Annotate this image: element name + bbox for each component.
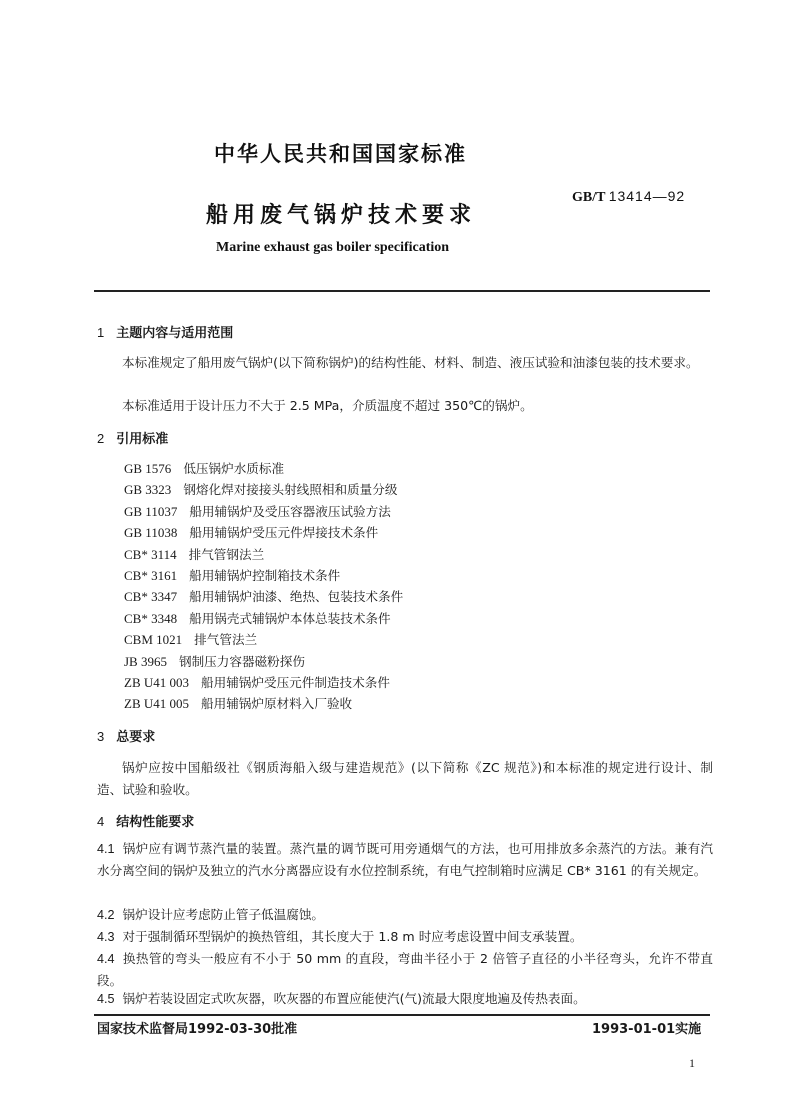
clause-text: 换热管的弯头一般应有不小于 50 mm 的直段，弯曲半径小于 2 倍管子直径的小半径弯头，允许不带直段。 xyxy=(97,951,713,988)
clause-number: 4.1 xyxy=(97,842,115,856)
section-2-heading xyxy=(97,428,168,447)
clause-4-5 xyxy=(97,988,713,1010)
reference-code: JB 3965 xyxy=(124,653,167,669)
reference-item xyxy=(124,693,403,714)
standard-code: 13414—92 xyxy=(608,188,686,204)
section-3-heading xyxy=(97,726,155,745)
clause-number: 4.4 xyxy=(97,952,115,966)
clause-4-1 xyxy=(97,838,713,882)
national-standard-heading: 中华人民共和国国家标准 xyxy=(214,142,467,166)
reference-title: 船用辅锅炉受压元件制造技术条件 xyxy=(201,674,390,690)
reference-title: 钢制压力容器磁粉探伤 xyxy=(178,653,305,669)
implementation-date: 1993-01-01实施 xyxy=(592,1022,702,1037)
reference-item xyxy=(124,629,403,650)
section-number: 1 xyxy=(97,325,105,340)
section-title: 总要求 xyxy=(116,730,156,745)
clause-text: 锅炉若装设固定式吹灰器，吹灰器的布置应能使汽(气)流最大限度地遍及传热表面。 xyxy=(122,991,586,1006)
standard-prefix: GB/T xyxy=(572,190,606,205)
reference-code: GB 11037 xyxy=(124,503,178,519)
section-1-heading xyxy=(97,322,233,341)
reference-item xyxy=(124,479,403,500)
reference-title: 船用辅锅炉原材料入厂验收 xyxy=(201,696,353,712)
section-1-paragraph-1: 本标准规定了船用废气锅炉(以下简称锅炉)的结构性能、材料、制造、液压试验和油漆包装的技术要求。 xyxy=(122,355,699,370)
page-number: 1 xyxy=(689,1056,695,1070)
reference-item xyxy=(124,501,403,522)
footer-divider xyxy=(94,1014,710,1016)
reference-code: ZB U41 005 xyxy=(124,696,189,712)
clause-4-2 xyxy=(97,904,713,926)
reference-code: CB* 3348 xyxy=(124,610,178,626)
section-3-paragraph: 锅炉应按中国船级社《钢质海船入级与建造规范》(以下简称《ZC 规范》)和本标准的规定进行设计、制造、试验和验收。 xyxy=(97,760,713,797)
header-divider xyxy=(94,290,710,292)
referenced-standards-list xyxy=(124,458,403,715)
reference-title: 船用辅锅炉受压元件焊接技术条件 xyxy=(189,525,379,541)
reference-title: 排气管法兰 xyxy=(194,632,258,648)
section-number: 2 xyxy=(97,431,105,446)
reference-title: 船用锅壳式辅锅炉本体总装技术条件 xyxy=(189,610,391,626)
section-4-heading xyxy=(97,811,194,830)
reference-code: GB 11038 xyxy=(124,525,178,541)
clause-4-3 xyxy=(97,926,713,948)
clause-text: 锅炉应有调节蒸汽量的装置。蒸汽量的调节既可用旁通烟气的方法，也可用排放多余蒸汽的方法。兼有汽水分离空间的锅炉及独立的汽水分离器应设有水位控制系统，有电气控制箱时应满足 CB* 3161 的有关规定。 xyxy=(97,841,713,878)
approval-statement: 国家技术监督局1992-03-30批准 xyxy=(97,1022,298,1037)
reference-item xyxy=(124,651,403,672)
section-1-paragraph-2: 本标准适用于设计压力不大于 2.5 MPa，介质温度不超过 350℃的锅炉。 xyxy=(122,398,533,413)
clause-number: 4.5 xyxy=(97,992,115,1006)
reference-code: GB 3323 xyxy=(124,482,172,498)
reference-code: CB* 3161 xyxy=(124,567,178,583)
reference-code: CB* 3114 xyxy=(124,546,177,562)
section-number: 4 xyxy=(97,814,105,829)
reference-code: GB 1576 xyxy=(124,461,172,476)
clause-text: 对于强制循环型锅炉的换热管组，其长度大于 1.8 m 时应考虑设置中间支承装置。 xyxy=(122,929,583,944)
clause-number: 4.2 xyxy=(97,908,115,922)
reference-item xyxy=(124,586,403,607)
section-title: 结构性能要求 xyxy=(116,815,195,830)
clause-number: 4.3 xyxy=(97,930,115,944)
reference-title: 船用辅锅炉控制箱技术条件 xyxy=(189,567,341,583)
reference-code: ZB U41 003 xyxy=(124,674,189,690)
reference-title: 船用辅锅炉及受压容器液压试验方法 xyxy=(189,503,391,519)
reference-item xyxy=(124,522,403,543)
reference-title: 钢熔化焊对接接头射线照相和质量分级 xyxy=(183,482,398,498)
reference-item xyxy=(124,565,403,586)
document-title-english: Marine exhaust gas boiler specification xyxy=(216,240,450,255)
reference-item xyxy=(124,672,403,693)
reference-title: 低压锅炉水质标准 xyxy=(183,461,285,476)
standard-number xyxy=(572,188,685,206)
reference-code: CB* 3347 xyxy=(124,589,178,605)
reference-item xyxy=(124,608,403,629)
section-title: 主题内容与适用范围 xyxy=(116,326,234,341)
document-title: 船用废气锅炉技术要求 xyxy=(206,203,477,228)
reference-item xyxy=(124,458,403,479)
clause-text: 锅炉设计应考虑防止管子低温腐蚀。 xyxy=(122,907,325,922)
section-title: 引用标准 xyxy=(116,432,169,447)
reference-item xyxy=(124,544,403,565)
section-number: 3 xyxy=(97,729,105,744)
reference-title: 船用辅锅炉油漆、绝热、包装技术条件 xyxy=(189,589,404,605)
clause-4-4 xyxy=(97,948,713,992)
reference-title: 排气管钢法兰 xyxy=(188,546,265,562)
reference-code: CBM 1021 xyxy=(124,632,183,648)
